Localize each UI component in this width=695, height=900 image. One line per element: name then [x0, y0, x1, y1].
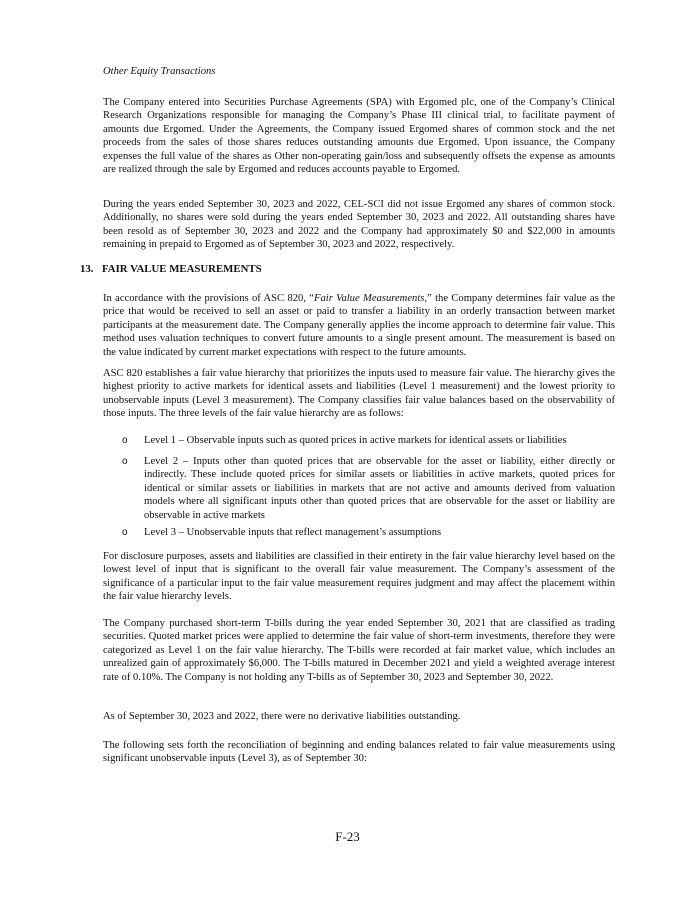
paragraph-asc820-intro	[103, 292, 615, 359]
list-item-level-3	[122, 526, 615, 539]
paragraph-asc820-intro-part1: In accordance with the provisions of ASC 820, “	[103, 293, 314, 304]
paragraph-asc820-intro-italic: Fair Value Measurements	[314, 293, 425, 304]
section-heading	[80, 263, 262, 275]
bullet-mark: o	[122, 435, 128, 446]
paragraph-asc820-intro-part2: ,” the Company determines fair value as the price that would be received to sell an asset or paid to transfer a liability in an orderly transaction between market participants at the measurement date. The Company generally applies the income approach to determine fair value. This method uses valuation techniques to convert future amounts to a single present amount. The measurement is based on the value indicated by current market expectations with respect to the future amounts.	[103, 293, 615, 358]
list-item-level-1	[122, 434, 615, 447]
subsection-title: Other Equity Transactions	[103, 66, 216, 77]
section-title: FAIR VALUE MEASUREMENTS	[102, 263, 262, 275]
list-item-text: Level 3 – Unobservable inputs that reflect management’s assumptions	[144, 527, 442, 538]
page-number: F-23	[335, 829, 360, 844]
paragraph-tbills: The Company purchased short-term T-bills during the year ended September 30, 2021 that are classified as trading securities. Quoted market prices were applied to determine the fair value of short-term investments, therefore they were categorized as Level 1 on the fair value hierarchy. The T-bills were recorded at fair market value, which includes an unrealized gain of approximately $6,000. The T-bills matured in December 2021 and yield a weighted average interest rate of 0.10%. The Company is not holding any T-bills as of September 30, 2023 and September 30, 2022.	[103, 618, 615, 683]
list-item-text: Level 2 – Inputs other than quoted prices that are observable for the asset or liability, either directly or indirectly. These include quoted prices for similar assets or liabilities in active markets, quoted prices for identical or similar assets or liabilities in markets that are not active and amounts derived from valuation models where all significant inputs other than quoted prices that are observable for the asset or liability are observable in active markets	[144, 456, 615, 521]
paragraph-ergomed-shares: During the years ended September 30, 2023 and 2022, CEL-SCI did not issue Ergomed any shares of common stock. Additionally, no shares were sold during the years ended September 30, 2023 and 2022. All outstanding shares have been resold as of September 30, 2023 and 2022 and the Company had approximately $0 and $22,000 in amounts remaining in prepaid to Ergomed as of September 30, 2023 and 2022, respectively.	[103, 199, 615, 251]
paragraph-spa-ergomed: The Company entered into Securities Purchase Agreements (SPA) with Ergomed plc, one of the Company’s Clinical Research Organizations responsible for managing the Company’s Phase III clinical trial, to facilitate payment of amounts due Ergomed. Under the Agreements, the Company issued Ergomed shares of common stock and the net proceeds from the sales of those shares reduces outstanding amounts due Ergomed. Upon issuance, the Company expenses the full value of the shares as Other non-operating gain/loss and subsequently offsets the expense as amounts are realized through the sale by Ergomed and reduces accounts payable to Ergomed.	[103, 97, 615, 176]
section-number: 13.	[80, 263, 94, 275]
list-item-text: Level 1 – Observable inputs such as quoted prices in active markets for identical assets or liabilities	[144, 435, 567, 446]
list-item-level-2	[122, 455, 615, 522]
paragraph-disclosure: For disclosure purposes, assets and liabilities are classified in their entirety in the fair value hierarchy level based on the lowest level of input that is significant to the overall fair value measurement. The Company’s assessment of the significance of a particular input to the fair value measurement requires judgment and may affect the placement within the fair value hierarchy levels.	[103, 551, 615, 603]
paragraph-derivatives: As of September 30, 2023 and 2022, there were no derivative liabilities outstanding.	[103, 711, 461, 722]
bullet-mark: o	[122, 456, 128, 467]
paragraph-hierarchy: ASC 820 establishes a fair value hierarchy that prioritizes the inputs used to measure fair value. The hierarchy gives the highest priority to active markets for identical assets and liabilities (Level 1 measurement) and the lowest priority to unobservable inputs (Level 3 measurement). The Company classifies fair value balances based on the observability of those inputs. The three levels of the fair value hierarchy are as follows:	[103, 368, 615, 420]
bullet-mark: o	[122, 527, 128, 538]
paragraph-reconciliation: The following sets forth the reconciliation of beginning and ending balances related to fair value measurements using significant unobservable inputs (Level 3), as of September 30:	[103, 740, 615, 765]
